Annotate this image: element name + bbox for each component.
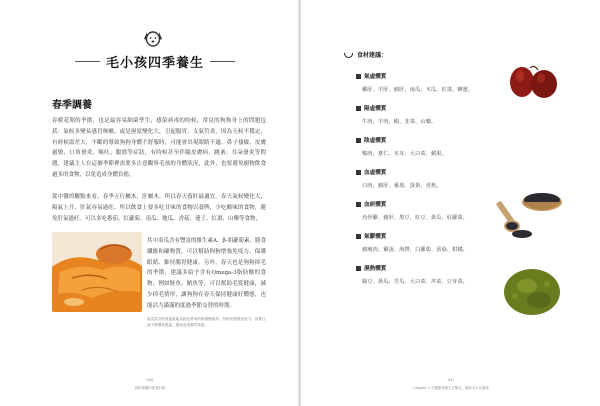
constitution-entry	[356, 72, 516, 93]
constitution-name-text: 陰虛體質	[364, 138, 387, 144]
constitution-entry	[356, 168, 516, 189]
square-bullet-icon	[356, 74, 361, 79]
constitution-foods: 牛肉、羊肉、蝦、韭菜、山藥。	[362, 119, 437, 125]
constitution-entry	[356, 264, 516, 285]
running-footer-left: 狗狗專屬的營養料理	[134, 386, 166, 390]
square-bullet-icon	[356, 106, 361, 111]
body-paragraph-2-side: 其中南瓜含有豐富的維生素A、β-胡蘿蔔素、膳食纖維和礦物質，可以幫助狗狗增強免疫力、保護眼睛、維持腸胃健康。另外，春天也是狗狗掉毛的季節，建議多給予含有Omega-3脂肪酸的食物，例如鮭魚、鯖魚等，可以幫助毛髮健康，減少掉毛情形，讓狗狗在春天保持健康好體態，也能活力滿滿的度過季節交替的時期。	[147, 238, 267, 309]
mung-beans-photo	[501, 266, 563, 318]
constitution-name-text: 濕熱體質	[364, 266, 387, 272]
food-suggestions-heading	[344, 50, 387, 59]
constitution-name	[356, 264, 516, 272]
page-title	[75, 52, 235, 71]
constitution-name-text: 血瘀體質	[364, 202, 387, 208]
section-heading: 春季調養	[52, 100, 92, 111]
page-number-right: 041	[447, 378, 455, 382]
constitution-foods: 豬瘦肉、雞蛋、海帶、白蘿蔔、香菇、柑橘。	[362, 247, 468, 253]
red-dates-photo	[504, 58, 562, 102]
square-bullet-icon	[356, 138, 361, 143]
page-number-left: 040	[146, 378, 154, 382]
constitution-name-text: 陽虛體質	[364, 106, 387, 112]
constitution-name	[356, 72, 516, 80]
square-bullet-icon	[356, 266, 361, 271]
constitution-entry	[356, 232, 516, 253]
food-suggestions-heading-text: 食材建議：	[357, 52, 388, 59]
constitution-entry	[356, 104, 516, 125]
constitution-entry	[356, 200, 516, 221]
square-bullet-icon	[356, 234, 361, 239]
body-paragraph-1: 春暖花開的季節，也是最容易細菌孳生，感染病毒的時候，常見的狗狗身上的問題包括：氣候多變易感冒咳嗽、或是濕度變化大，引起腸胃、支氣管炎，因為天候不穩定，有時候溫差大，不斷的導致狗狗身體不舒服時，可能會出現眼睛不適、鼻子搔癢、皮膚過敏、口角發炎、嘔吐、腹瀉等症狀，有時候甚至伴隨皮膚病、跳蚤、耳朵發炎等問題，建議主人在這個季節裡需要多注意觀察毛孩的身體狀況，此外，也要避免寵物飲食過多的食物，以免造成身體負擔。	[52, 118, 266, 178]
dog-face-icon	[143, 30, 163, 48]
constitution-foods: 烏骨雞、豬肝、黑豆、紅豆、黃瓜、紅蘿蔔。	[362, 215, 468, 221]
constitution-foods: 綠豆、黃瓜、苦瓜、大白菜、芹菜、豆芽菜。	[362, 279, 468, 285]
left-page	[0, 0, 299, 406]
constitution-name-text: 氣虛體質	[364, 74, 387, 80]
image-caption: 南瓜富含的營養素能為狗兒帶來的營養價值高，有助於增強免疫力，但要注意不要餵食過量，避免造成腸胃負擔。	[147, 317, 266, 327]
square-bullet-icon	[356, 170, 361, 175]
constitution-foods: 雞肝、羊肝、豬肝、南瓜、木瓜、紅棗、蜂蜜。	[362, 87, 474, 93]
constitution-entry	[356, 136, 516, 157]
chapter-title-bar	[75, 52, 235, 72]
page-title-text: 毛小孩四季養生	[100, 56, 210, 71]
constitution-name	[356, 104, 516, 112]
constitution-name	[356, 136, 516, 144]
constitution-foods: 鴨肉、薏仁、木耳、大白菜、蘋果。	[362, 151, 447, 157]
constitution-name	[356, 168, 516, 176]
running-footer-right: Chapter 1 中醫寵物養生法概念，幫助毛小孩健康	[413, 386, 489, 390]
constitution-name-text: 氣鬱體質	[364, 234, 387, 240]
constitution-name-text: 血虛體質	[364, 170, 387, 176]
pumpkin-photo	[52, 232, 142, 312]
black-sesame-photo	[496, 178, 566, 242]
right-page	[301, 0, 600, 406]
square-bullet-icon	[356, 202, 361, 207]
constitution-foods: 白肉、豬肝、番茄、蛋黃、香蕉。	[362, 183, 442, 189]
constitution-name	[356, 232, 516, 240]
bowl-icon	[344, 53, 353, 58]
constitution-name	[356, 200, 516, 208]
body-paragraph-2-top: 從中醫的觀點來看，春季五行屬木，肝屬木，所以春天養肝最適宜。春天氣候變化大，陽氣上升，肝氣容易過旺，所以飲食上要多吃甘味的食物以養脾，少吃酸味的食物，避免肝氣過旺。可以多吃番茄、紅蘿蔔、南瓜、地瓜、香菇、蓮子、紅棗、山藥等食物，	[52, 194, 266, 222]
